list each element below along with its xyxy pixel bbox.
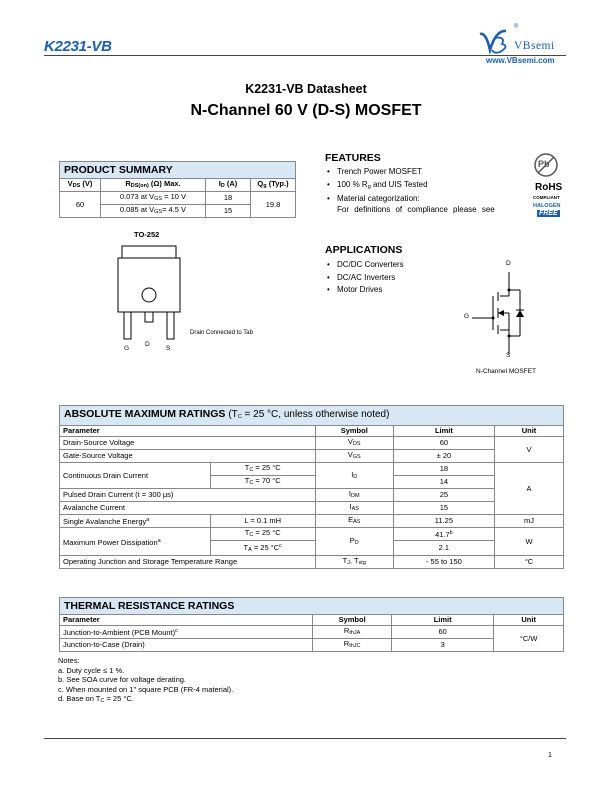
- table-row: Gate-Source Voltage $V_{GS}$ ± 20: [60, 450, 564, 463]
- id-value-2: 15: [206, 205, 251, 218]
- pin-s-label: S: [166, 345, 171, 352]
- compliant-label: COMPLIANT: [533, 195, 560, 200]
- registered-mark: ®: [514, 24, 519, 30]
- rds-value-2: 0.085 at $V_{GS}= 4.5$ V: [101, 205, 206, 218]
- symbol-d-label: D: [506, 260, 511, 267]
- website-link[interactable]: www.VBsemi.com: [486, 56, 555, 65]
- thermal-resistance-table: [59, 597, 564, 652]
- col-symbol: Symbol: [315, 426, 393, 437]
- applications-list: [325, 259, 445, 297]
- vds-value: 60: [60, 192, 101, 218]
- pb-text: Pb: [538, 159, 550, 169]
- datasheet-title: K2231-VB Datasheet: [245, 82, 367, 96]
- table-row: Junction-to-Case (Drain) $R_{thJC}$ 3: [60, 639, 564, 652]
- col-unit: Unit: [495, 426, 564, 437]
- symbol-caption: N-Channel MOSFET: [476, 368, 536, 375]
- col-parameter: Parameter: [60, 426, 316, 437]
- col-parameter: Parameter: [60, 615, 313, 626]
- brand-name: VBsemi: [514, 40, 555, 52]
- table-row: Pulsed Drain Current (t = 300 μs) $I_{DM}$ 25: [60, 489, 564, 502]
- table-row: Junction-to-Ambient (PCB Mount)$^c$ $R_{thJA}$ 60 °C/W: [60, 626, 564, 639]
- part-number-title: K2231-VB: [44, 38, 112, 55]
- symbol-g-label: G: [464, 313, 470, 320]
- list-item: • Motor Drives: [325, 284, 445, 297]
- page-number: 1: [548, 752, 552, 759]
- pin-d-label: D: [145, 341, 150, 348]
- col-limit: Limit: [393, 426, 494, 437]
- n-channel-mosfet-symbol-icon: [468, 268, 538, 358]
- header-rule: [44, 55, 566, 56]
- col-id: $I_D$ (A): [206, 179, 251, 192]
- footer-rule: [44, 738, 566, 739]
- col-vds: $V_{DS}$ (V): [60, 179, 101, 192]
- table-row: Continuous Drain Current $T_C = 25$ °C $I_D$ 18 A: [60, 463, 564, 476]
- list-item: • 100 % $R_g$ and UIS Tested: [325, 179, 523, 194]
- device-subtitle: N-Channel 60 V (D-S) MOSFET: [190, 102, 422, 119]
- rds-value-1: 0.073 at $V_{GS} = 10$ V: [101, 192, 206, 205]
- table-row: $T_C = 70$ °C 14: [60, 476, 564, 489]
- vbsemi-logo-icon: [476, 28, 516, 58]
- notes: Notes: a. Duty cycle ≤ 1 %. b. See SOA curve for voltage derating. c. When mounted on 1" square PCB (FR-4 material). d. Base on $T_C = 25$ °C.: [58, 656, 234, 705]
- pin-g-label: G: [124, 345, 130, 352]
- rohs-label: RoHS: [535, 182, 563, 193]
- table-row: Operating Junction and Storage Temperature Range $T_J$, $T_{stg}$ - 55 to 150 °C: [60, 556, 564, 569]
- table-row: Maximum Power Dissipation$^a$ $T_C = 25$ °C $P_D$ 41.7$^b$ W: [60, 528, 564, 541]
- product-summary-heading: PRODUCT SUMMARY: [60, 162, 296, 179]
- table-row: Drain-Source Voltage $V_{DS}$ 60 V: [60, 437, 564, 450]
- applications-heading: APPLICATIONS: [325, 244, 403, 256]
- features-list: [325, 166, 523, 215]
- absolute-max-ratings-table: [59, 405, 564, 569]
- col-qg: $Q_g$ (Typ.): [251, 179, 296, 192]
- thermal-heading: THERMAL RESISTANCE RATINGS: [60, 598, 564, 615]
- list-item: • DC/AC Inverters: [325, 272, 445, 285]
- col-symbol: Symbol: [313, 615, 392, 626]
- col-unit: Unit: [494, 615, 564, 626]
- symbol-s-label: S: [506, 352, 511, 359]
- table-row: [60, 192, 296, 205]
- tab-note: Drain Connected to Tab: [190, 330, 253, 336]
- features-heading: FEATURES: [325, 152, 381, 164]
- list-item: • Trench Power MOSFET: [325, 166, 523, 179]
- to252-package-icon: [110, 240, 190, 342]
- free-badge: FREE: [539, 210, 558, 217]
- list-item: • Material categorization: For definitions of compliance please see: [325, 193, 523, 215]
- halogen-label: HALOGEN: [533, 203, 561, 209]
- table-row: Avalanche Current $I_{AS}$ 15: [60, 502, 564, 515]
- package-name: TO-252: [134, 230, 160, 239]
- table-row: $T_A = 25$ $^\circ C^c$ 2.1: [60, 541, 564, 556]
- id-value-1: 18: [206, 192, 251, 205]
- abs-max-heading: ABSOLUTE MAXIMUM RATINGS ($T_C = 25$ °C, unless otherwise noted): [60, 406, 564, 426]
- qg-value: 19.8: [251, 192, 296, 218]
- table-row: Single Avalanche Energy$^a$ L = 0.1 mH $E_{AS}$ 11.25 mJ: [60, 515, 564, 528]
- col-rds: $R_{DS(on)}$ (Ω) Max.: [101, 179, 206, 192]
- product-summary-table: [59, 161, 296, 218]
- col-limit: Limit: [391, 615, 493, 626]
- list-item: • DC/DC Converters: [325, 259, 445, 272]
